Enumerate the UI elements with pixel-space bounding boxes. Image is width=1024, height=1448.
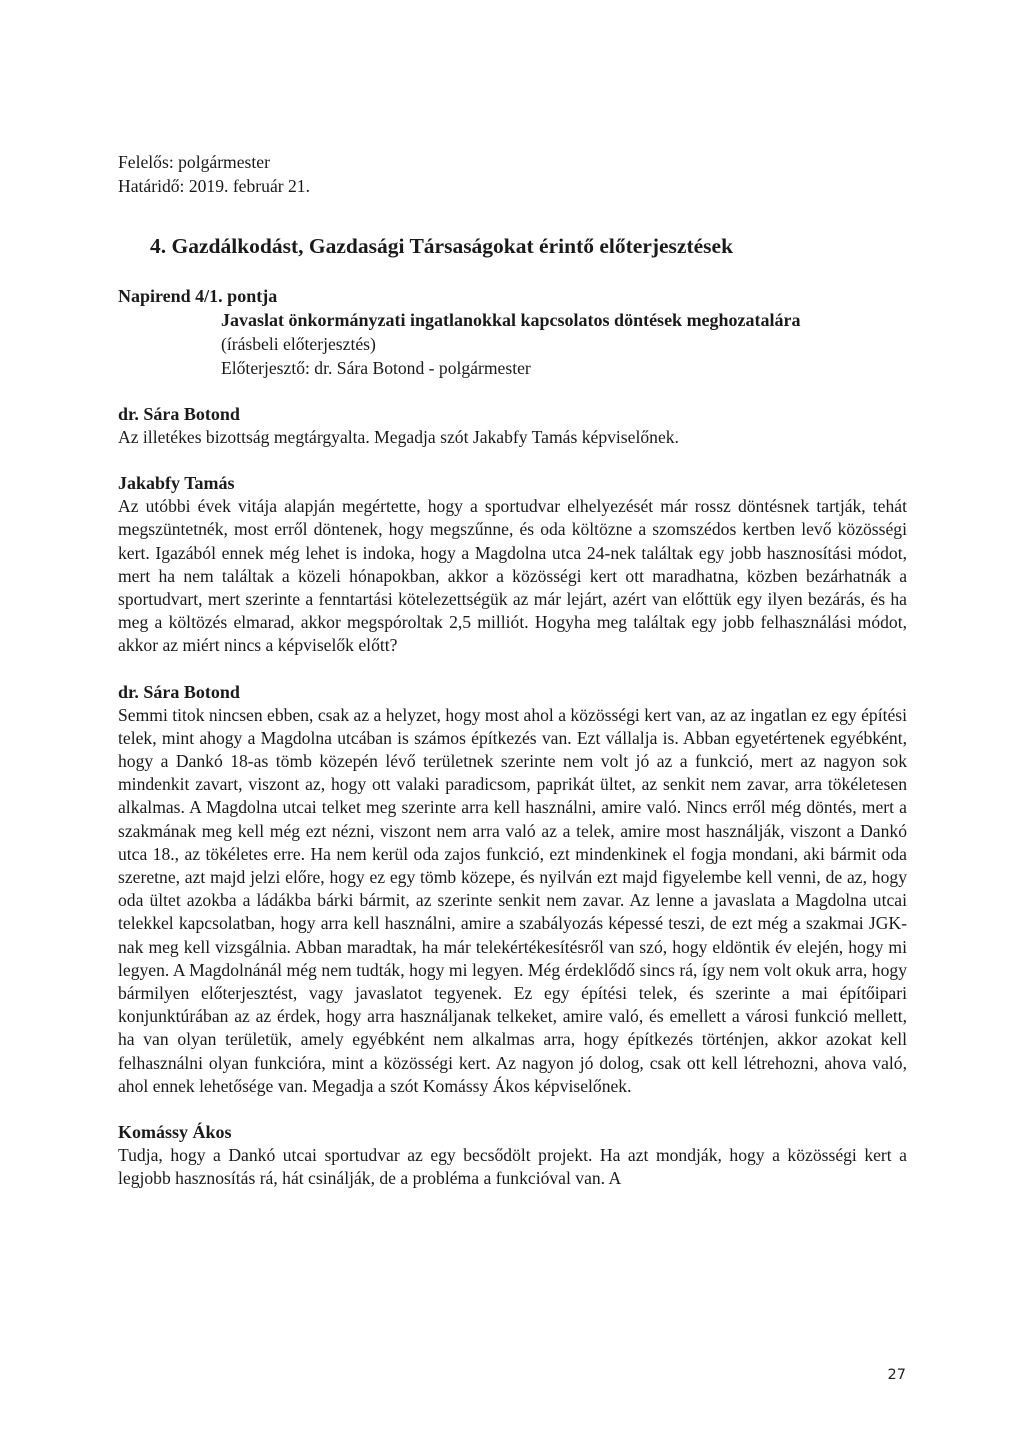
speech-text: Tudja, hogy a Dankó utcai sportudvar az egy becsődölt projekt. Ha azt mondják, hogy a közösségi kert a legjobb hasznosítás rá, hát csinálják, de a probléma a funkcióval van. A bbox=[118, 1145, 907, 1189]
speech-block bbox=[118, 1120, 907, 1190]
speech-block bbox=[118, 402, 907, 449]
speech-text: Az illetékes bizottság megtárgyalta. Megadja szót Jakabfy Tamás képviselőnek. bbox=[118, 427, 679, 447]
speaker-name: Komássy Ákos bbox=[118, 1122, 232, 1143]
agenda-type: (írásbeli előterjesztés) bbox=[221, 334, 376, 354]
speaker-name: dr. Sára Botond bbox=[118, 681, 240, 702]
speech-block bbox=[118, 471, 907, 657]
document-page bbox=[118, 150, 907, 1190]
deadline-line: Határidő: 2019. február 21. bbox=[118, 176, 311, 196]
agenda-details bbox=[221, 308, 907, 380]
speech-text: Az utóbbi évek vitája alapján megértette, hogy a sportudvar elhelyezését már rossz döntésnek tartják, tehát megszüntetnék, most erről döntenek, hogy megszűnne, és oda költözne a szomszédos kertben levő közösségi kert. Igazából ennek még lehet is indoka, hogy a Magdolna utca 24-nek találtak egy jobb hasznosítási módot, mert ha nem találtak a közeli hónapokban, akkor a közösségi kert ott maradhatna, közben bezárhatnák a sportudvart, mert szerinte a fenntartási kötelezettségük az már lejárt, azért van előttük egy ilyen bezárás, és ha meg a költözés elmarad, akkor megspóroltak 2,5 milliót. Hogyha meg találtak egy jobb felhasználási módot, akkor az miért nincs a képviselők előtt? bbox=[118, 496, 907, 656]
page-number: 27 bbox=[887, 1367, 906, 1383]
agenda-presenter: Előterjesztő: dr. Sára Botond - polgármester bbox=[221, 358, 531, 378]
agenda-label: Napirend 4/1. pontja bbox=[118, 286, 278, 306]
responsible-line: Felelős: polgármester bbox=[118, 152, 270, 172]
speech-block bbox=[118, 680, 907, 1098]
agenda-title: Javaslat önkormányzati ingatlanokkal kapcsolatos döntések meghozatalára bbox=[221, 310, 801, 330]
speaker-name: dr. Sára Botond bbox=[118, 404, 240, 424]
section-heading: 4. Gazdálkodást, Gazdasági Társaságokat érintő előterjesztések bbox=[150, 234, 734, 258]
speech-text: Semmi titok nincsen ebben, csak az a helyzet, hogy most ahol a közösségi kert van, az az ingatlan ez egy építési telek, mint ahogy a Magdolna utcában is számos építkezés van. Ezt vállalja is. Abban egyetértenek egyébként, hogy a Dankó 18-as tömb közepén lévő területnek szerinte nem volt jó az a funkció, mert az nagyon sok mindenkit zavart, viszont az, hogy ott valaki paradicsom, paprikát ültet, az senkit nem zavar, arra tökéletesen alkalmas. A Magdolna utcai telket meg szerinte arra kell használni, amire való. Nincs erről még döntés, mert a szakmának meg kell még ezt nézni, viszont nem arra való az a telek, amire most használják, viszont a Dankó utca 18., az tökéletes erre. Ha nem kerül oda zajos funkció, ezt mindenkinek el fogja mondani, aki bármit oda szeretne, azt majd jelzi előre, hogy ez egy tömb közepe, és nyilván ezt majd figyelembe kell venni, de az, hogy oda ültet azokba a ládákba bárki bármit, az szerinte senkit nem zavar. Az lenne a javaslata a Magdolna utcai telekkel kapcsolatban, hogy arra kell használni, amire a szabályozás képessé teszi, de ezt még a szakmai JGK-nak meg kell vizsgálnia. Abban maradtak, ha már telekértékesítésről van szó, hogy eldöntik év elején, hogy mi legyen. A Magdolnánál még nem tudták, hogy mi legyen. Még érdeklődő sincs rá, így nem volt okuk arra, hogy bármilyen előterjesztést, vagy javaslatot tegyenek. Ez egy építési telek, és szerinte a mai építőipari konjunktúrában az az érdek, hogy arra használjanak telkeket, amire való, és emellett a városi funkció mellett, ha van olyan területük, amely egyébként nem alkalmas arra, hogy építkezés történjen, akkor azokat kell felhasználni olyan funkcióra, mint a közösségi kert. Az nagyon jó dolog, csak ott kell létrehozni, ahova való, ahol ennek lehetősége van. Megadja a szót Komássy Ákos képviselőnek. bbox=[118, 704, 908, 1096]
speaker-name: Jakabfy Tamás bbox=[118, 473, 235, 494]
agenda-item bbox=[118, 284, 907, 380]
